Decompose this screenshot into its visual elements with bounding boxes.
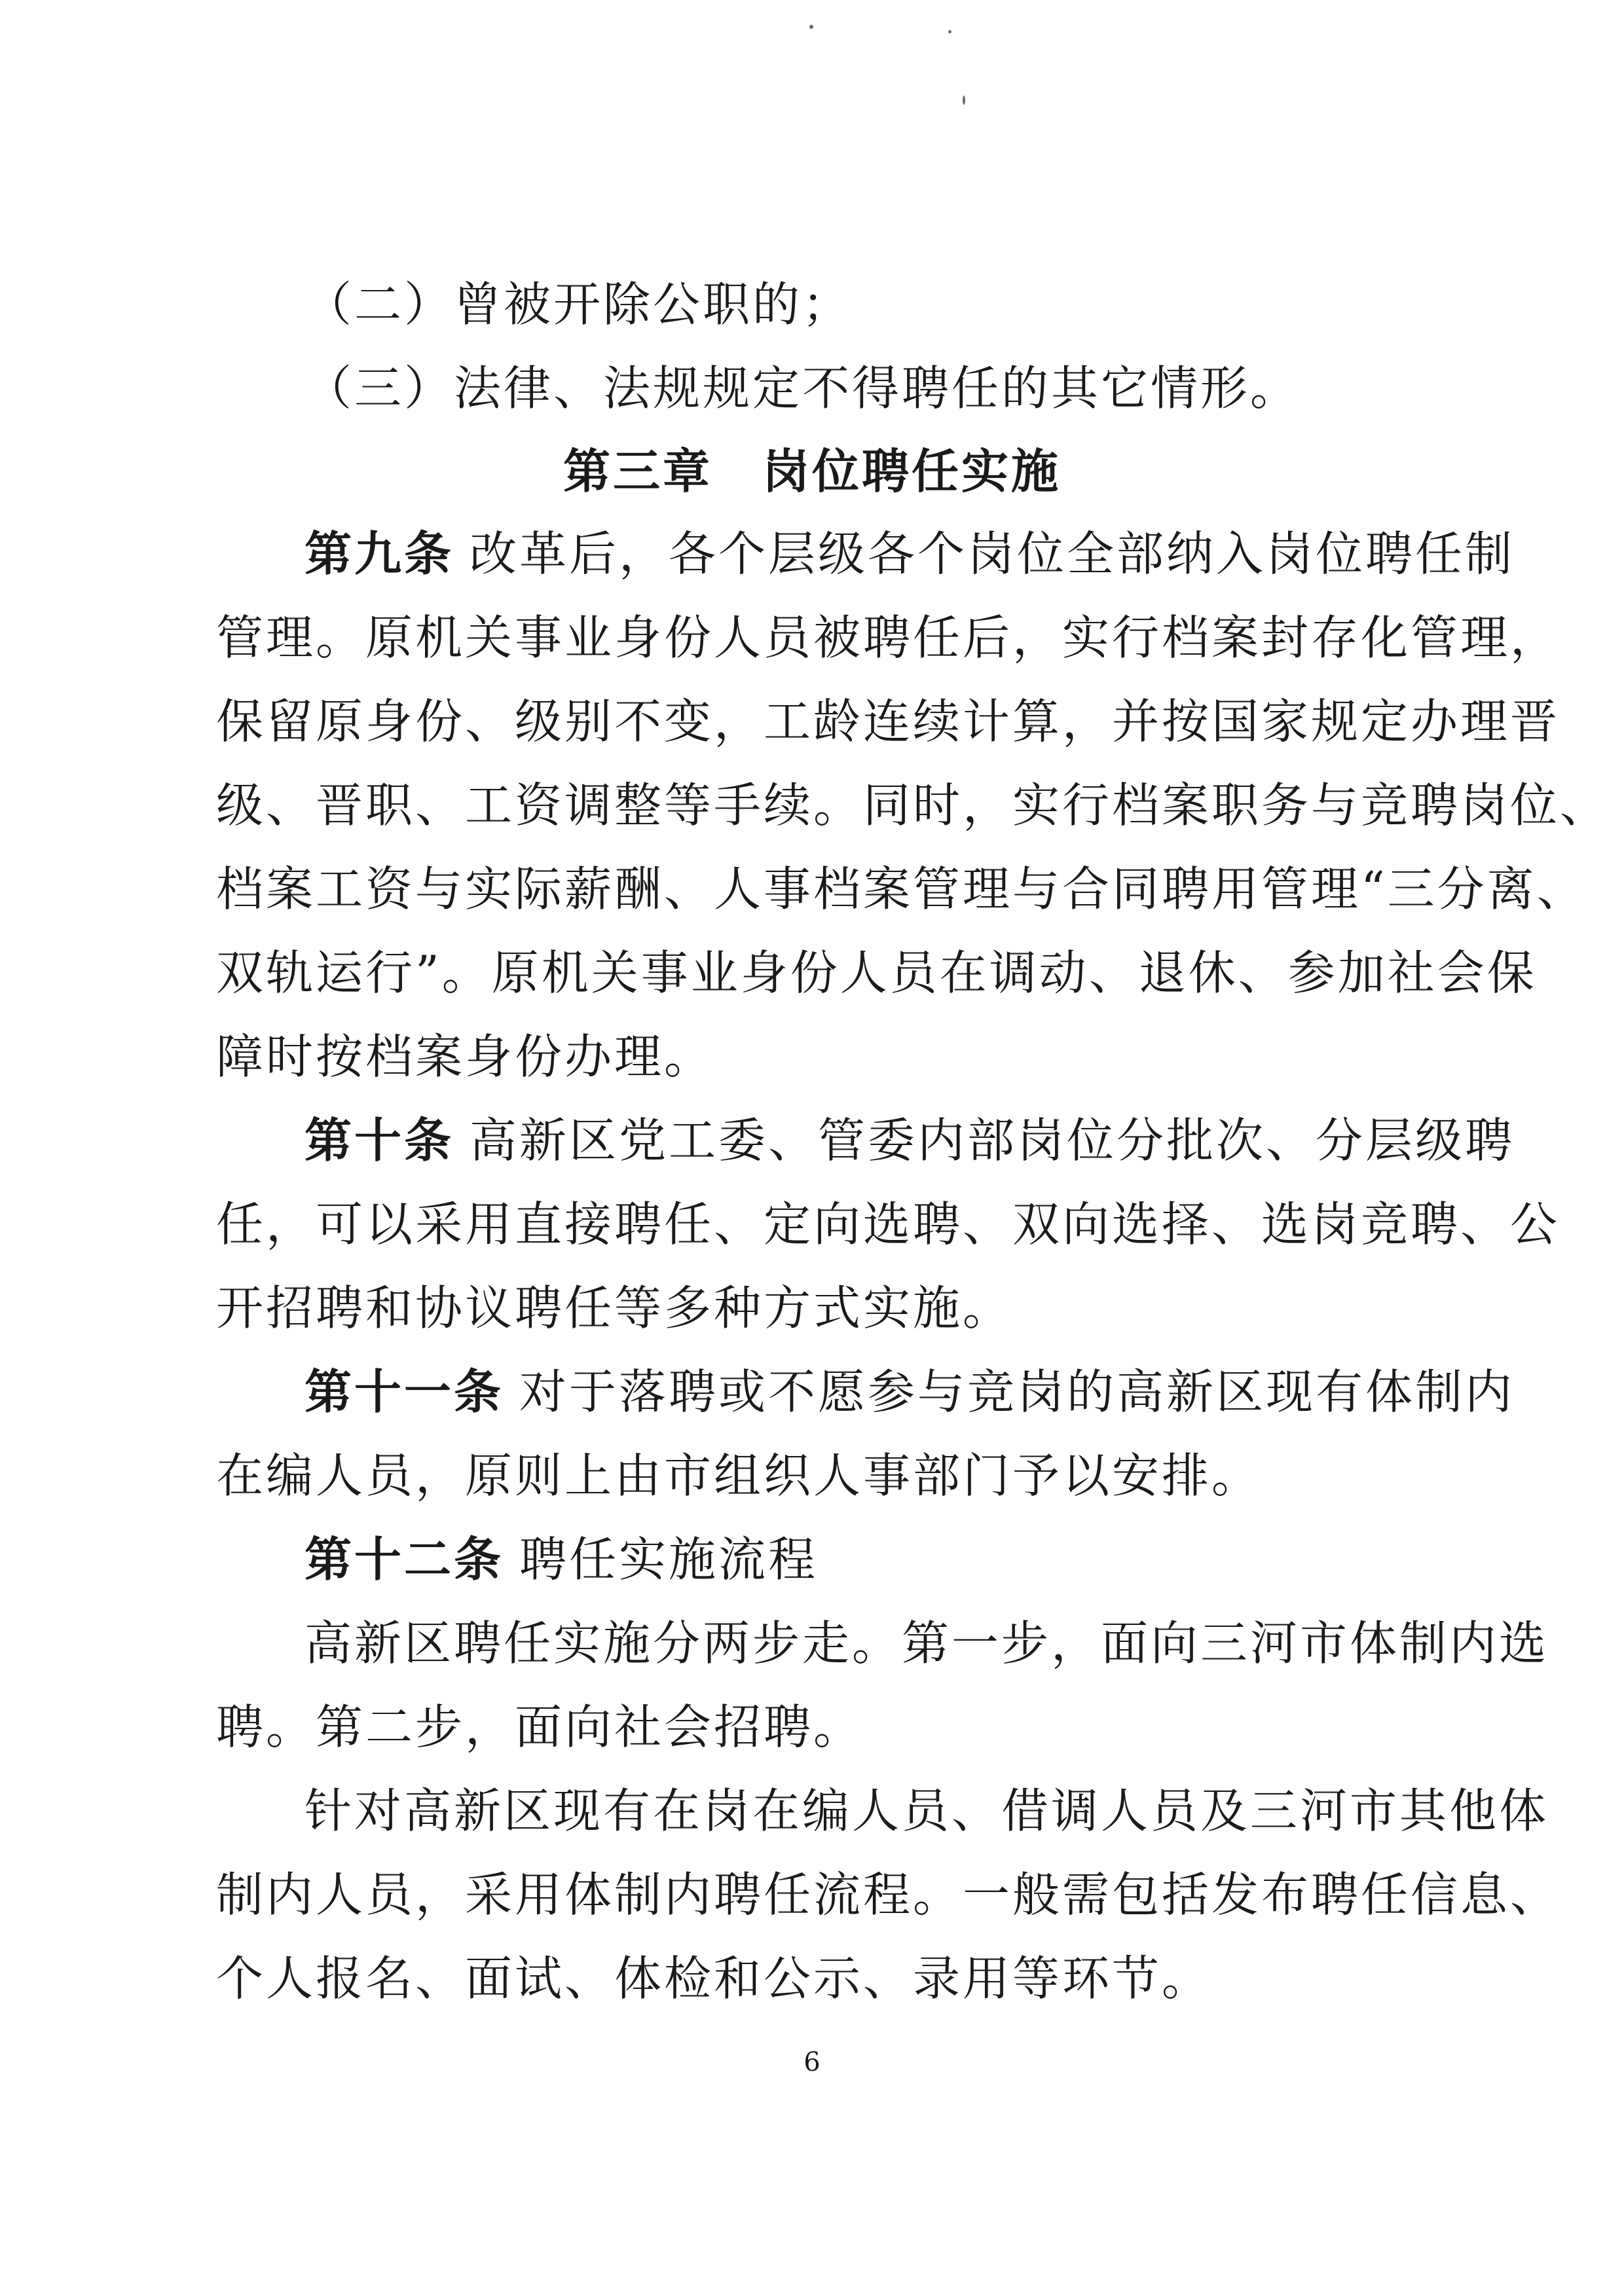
- scan-speck: [963, 96, 965, 105]
- article-10-line-3: 开招聘和协议聘任等多种方式实施。: [216, 1281, 1013, 1336]
- article-12-para-2-line-3: 个人报名、面试、体检和公示、录用等环节。: [216, 1951, 1212, 2006]
- list-item-2: （二）曾被开除公职的；: [304, 277, 853, 332]
- article-10-label: 第十条: [304, 1113, 454, 1168]
- article-12-para-2-line-1: 针对高新区现有在岗在编人员、借调人员及三河市其他体: [304, 1783, 1549, 1838]
- list-item-3: （三）法律、法规规定不得聘任的其它情形。: [304, 361, 1301, 416]
- page-number: 6: [803, 2047, 821, 2077]
- article-9-label: 第九条: [304, 526, 454, 581]
- article-12-title: 聘任实施流程: [519, 1532, 819, 1587]
- scan-speck: [809, 25, 813, 29]
- article-9-line-4: 级、晋职、工资调整等手续。同时，实行档案职务与竞聘岗位、: [216, 778, 1610, 833]
- article-9-line-1: 改革后，各个层级各个岗位全部纳入岗位聘任制: [470, 526, 1515, 581]
- article-9-line-7: 障时按档案身份办理。: [216, 1029, 714, 1084]
- article-11-first-line: [304, 1360, 1515, 1423]
- scan-speck: [948, 30, 951, 33]
- article-9-first-line: [304, 522, 1515, 585]
- article-12-para-2-line-2: 制内人员，采用体制内聘任流程。一般需包括发布聘任信息、: [216, 1867, 1560, 1922]
- article-12-label: 第十二条: [304, 1532, 504, 1587]
- article-11-line-2: 在编人员，原则上由市组织人事部门予以安排。: [216, 1448, 1262, 1503]
- article-10-line-2: 任，可以采用直接聘任、定向选聘、双向选择、选岗竞聘、公: [216, 1197, 1560, 1252]
- article-9-line-2: 管理。原机关事业身份人员被聘任后，实行档案封存化管理，: [216, 610, 1560, 665]
- article-12-para-1-line-1: 高新区聘任实施分两步走。第一步，面向三河市体制内选: [304, 1616, 1549, 1671]
- article-9-line-3: 保留原身份、级别不变，工龄连续计算，并按国家规定办理晋: [216, 694, 1560, 749]
- article-11-line-1: 对于落聘或不愿参与竞岗的高新区现有体制内: [519, 1364, 1515, 1419]
- article-12-para-1-line-2: 聘。第二步，面向社会招聘。: [216, 1700, 864, 1755]
- article-10-first-line: [304, 1109, 1515, 1172]
- article-9-line-6: 双轨运行”。原机关事业身份人员在调动、退休、参加社会保: [216, 945, 1537, 1000]
- chapter-heading: 第三章 岗位聘任实施: [563, 444, 1061, 499]
- article-10-line-1: 高新区党工委、管委内部岗位分批次、分层级聘: [470, 1113, 1515, 1168]
- article-11-label: 第十一条: [304, 1364, 504, 1419]
- article-9-line-5: 档案工资与实际薪酬、人事档案管理与合同聘用管理“三分离、: [216, 862, 1587, 917]
- article-12-first-line: [304, 1528, 1414, 1591]
